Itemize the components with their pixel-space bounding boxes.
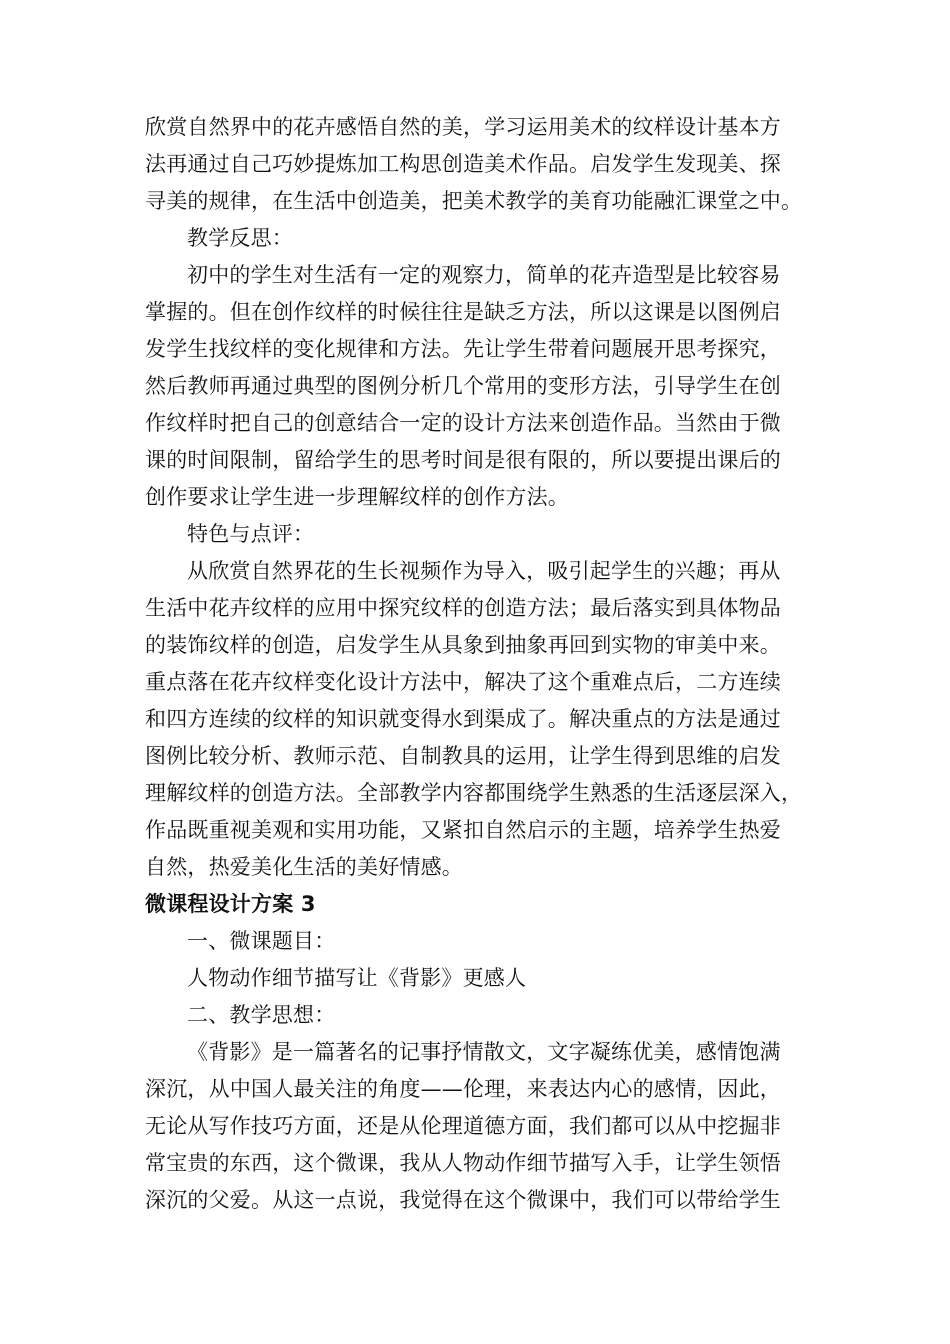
text-line: 二、教学思想： xyxy=(187,1003,336,1027)
text-line: 一、微课题目： xyxy=(187,929,336,953)
text-line: 重点落在花卉纹样变化设计方法中，解决了这个重难点后，二方连续 xyxy=(145,670,781,694)
text-line: 寻美的规律，在生活中创造美，把美术教学的美育功能融汇课堂之中。 xyxy=(145,189,803,213)
document-page xyxy=(145,109,825,1219)
text-line: 创作要求让学生进一步理解纹样的创作方法。 xyxy=(145,485,569,509)
text-line: 然后教师再通过典型的图例分析几个常用的变形方法，引导学生在创 xyxy=(145,374,781,398)
text-line: 人物动作细节描写让《背影》更感人 xyxy=(187,966,527,990)
text-line: 生活中花卉纹样的应用中探究纹样的创造方法；最后落实到具体物品 xyxy=(145,596,781,620)
text-line: 初中的学生对生活有一定的观察力，简单的花卉造型是比较容易 xyxy=(187,263,781,287)
text-line: 的装饰纹样的创造，启发学生从具象到抽象再回到实物的审美中来。 xyxy=(145,633,781,657)
text-line: 教学反思： xyxy=(187,226,293,250)
text-line: 特色与点评： xyxy=(187,522,315,546)
text-line: 发学生找纹样的变化规律和方法。先让学生带着问题展开思考探究， xyxy=(145,337,781,361)
text-line: 从欣赏自然界花的生长视频作为导入，吸引起学生的兴趣；再从 xyxy=(187,559,781,583)
section-heading: 微课程设计方案 3 xyxy=(145,892,316,916)
text-line: 掌握的。但在创作纹样的时候往往是缺乏方法，所以这课是以图例启 xyxy=(145,300,781,324)
text-line: 深沉，从中国人最关注的角度——伦理，来表达内心的感情，因此， xyxy=(145,1077,781,1101)
text-line: 理解纹样的创造方法。全部教学内容都围绕学生熟悉的生活逐层深入， xyxy=(145,781,803,805)
text-line: 《背影》是一篇著名的记事抒情散文，文字凝练优美，感情饱满 xyxy=(187,1040,781,1064)
text-line: 自然，热爱美化生活的美好情感。 xyxy=(145,855,463,879)
text-line: 深沉的父爱。从这一点说，我觉得在这个微课中，我们可以带给学生 xyxy=(145,1188,781,1212)
text-line: 和四方连续的纹样的知识就变得水到渠成了。解决重点的方法是通过 xyxy=(145,707,781,731)
text-line: 无论从写作技巧方面，还是从伦理道德方面，我们都可以从中挖掘非 xyxy=(145,1114,781,1138)
text-line: 课的时间限制，留给学生的思考时间是很有限的，所以要提出课后的 xyxy=(145,448,781,472)
text-line: 欣赏自然界中的花卉感悟自然的美，学习运用美术的纹样设计基本方 xyxy=(145,115,781,139)
text-line: 法再通过自己巧妙提炼加工构思创造美术作品。启发学生发现美、探 xyxy=(145,152,781,176)
text-line: 图例比较分析、教师示范、自制教具的运用，让学生得到思维的启发 xyxy=(145,744,781,768)
text-line: 作品既重视美观和实用功能，又紧扣自然启示的主题，培养学生热爱 xyxy=(145,818,781,842)
text-line: 作纹样时把自己的创意结合一定的设计方法来创造作品。当然由于微 xyxy=(145,411,781,435)
text-line: 常宝贵的东西，这个微课，我从人物动作细节描写入手，让学生领悟 xyxy=(145,1151,781,1175)
